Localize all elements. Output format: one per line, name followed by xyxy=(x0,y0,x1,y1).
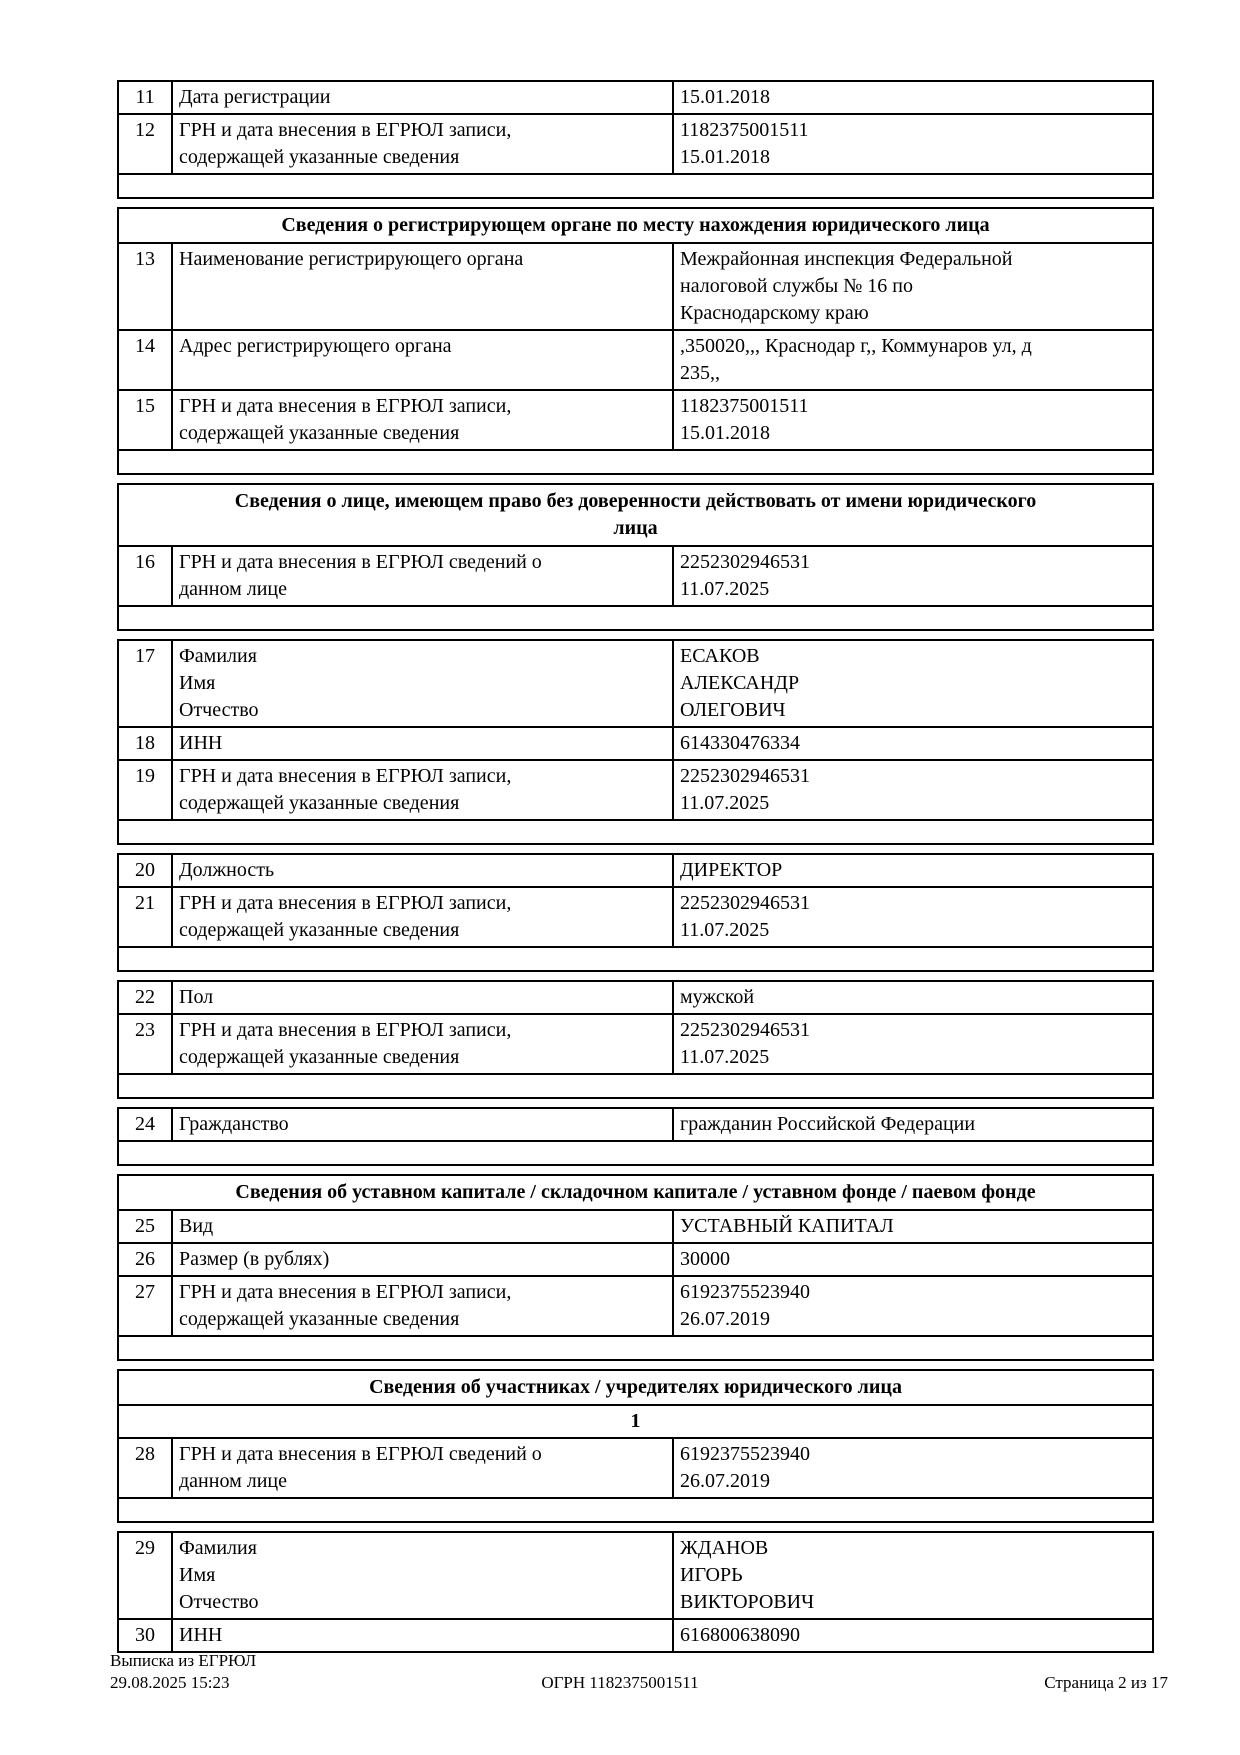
row-value-line: 11.07.2025 xyxy=(680,792,770,814)
spacer-cell xyxy=(118,820,1153,844)
row-label xyxy=(172,1438,673,1498)
row-label-line: содержащей указанные сведения xyxy=(179,146,460,168)
table-row xyxy=(118,243,1153,330)
table-row xyxy=(118,390,1153,450)
row-value-line: 6192375523940 xyxy=(680,1281,810,1303)
row-number: 13 xyxy=(118,243,172,330)
row-label-line: данном лице xyxy=(179,578,287,600)
participant-index: 1 xyxy=(118,1405,1153,1438)
row-label-line: ГРН и дата внесения в ЕГРЮЛ записи, xyxy=(179,119,512,141)
spacer-cell xyxy=(118,1498,1153,1522)
row-value-line: 2252302946531 xyxy=(680,765,810,787)
section-header-line: Сведения о лице, имеющем право без доверенности действовать от имени юридического xyxy=(234,490,1037,512)
records-table xyxy=(117,853,1154,972)
row-label xyxy=(172,1276,673,1336)
spacer-row xyxy=(118,174,1153,198)
row-label xyxy=(172,1619,673,1652)
table-row xyxy=(118,727,1153,760)
table-row xyxy=(118,887,1153,947)
row-label-line: Должность xyxy=(179,859,275,881)
row-number: 24 xyxy=(118,1108,172,1141)
row-value-line: мужской xyxy=(680,986,755,1008)
spacer-cell xyxy=(118,174,1153,198)
row-label xyxy=(172,390,673,450)
row-label-line: Гражданство xyxy=(179,1113,289,1135)
row-label-line: ИНН xyxy=(179,1624,223,1646)
section-header-line: Сведения об участниках / учредителях юридического лица xyxy=(369,1376,902,1398)
row-value-line: 11.07.2025 xyxy=(680,578,770,600)
spacer-cell xyxy=(118,606,1153,630)
section-header xyxy=(118,208,1153,243)
row-label-line: содержащей указанные сведения xyxy=(179,422,460,444)
records-table xyxy=(117,980,1154,1099)
table-row xyxy=(118,330,1153,390)
row-number: 27 xyxy=(118,1276,172,1336)
table-row xyxy=(118,1532,1153,1619)
row-label xyxy=(172,114,673,174)
footer-datetime: 29.08.2025 15:23 xyxy=(110,1673,230,1692)
section-header-row xyxy=(118,208,1153,243)
row-number: 15 xyxy=(118,390,172,450)
table-row xyxy=(118,1438,1153,1498)
row-value xyxy=(673,760,1153,820)
row-value-line: 11.07.2025 xyxy=(680,1046,770,1068)
section-header-row xyxy=(118,1175,1153,1210)
table-row xyxy=(118,1014,1153,1074)
row-value-line: 6192375523940 xyxy=(680,1443,810,1465)
row-value-line: гражданин Российской Федерации xyxy=(680,1113,976,1135)
row-value-line: налоговой службы № 16 по xyxy=(680,275,913,297)
row-label-line: содержащей указанные сведения xyxy=(179,792,460,814)
records-table xyxy=(117,1107,1154,1166)
row-label xyxy=(172,546,673,606)
footer-ogrn: ОГРН 1182375001511 xyxy=(541,1673,699,1692)
row-value xyxy=(673,330,1153,390)
row-number: 23 xyxy=(118,1014,172,1074)
row-value xyxy=(673,1532,1153,1619)
row-value xyxy=(673,81,1153,114)
row-value-line: 30000 xyxy=(680,1248,730,1270)
row-label-line: ГРН и дата внесения в ЕГРЮЛ записи, xyxy=(179,892,512,914)
row-value-line: 614330476334 xyxy=(680,732,800,754)
row-label xyxy=(172,1108,673,1141)
row-value-line: 235,, xyxy=(680,362,720,384)
egrul-extract-page xyxy=(117,80,1152,1661)
row-label-line: содержащей указанные сведения xyxy=(179,919,460,941)
row-label-line: ГРН и дата внесения в ЕГРЮЛ записи, xyxy=(179,1019,512,1041)
row-value-line: 1182375001511 xyxy=(680,119,809,141)
section-header-line: Сведения о регистрирующем органе по месту нахождения юридического лица xyxy=(281,214,990,236)
row-label xyxy=(172,1243,673,1276)
row-label-line: Отчество xyxy=(179,1591,259,1613)
row-value-line: 15.01.2018 xyxy=(680,422,770,444)
row-number: 28 xyxy=(118,1438,172,1498)
spacer-row xyxy=(118,1141,1153,1165)
table-row xyxy=(118,640,1153,727)
row-value-line: 2252302946531 xyxy=(680,1019,810,1041)
row-value-line: ЕСАКОВ xyxy=(680,645,760,667)
row-label xyxy=(172,640,673,727)
row-label-line: Размер (в рублях) xyxy=(179,1248,330,1270)
spacer-row xyxy=(118,1336,1153,1360)
row-value xyxy=(673,390,1153,450)
spacer-cell xyxy=(118,1336,1153,1360)
row-value-line: Межрайонная инспекция Федеральной xyxy=(680,248,1013,270)
section-header-row xyxy=(118,1370,1153,1405)
row-label xyxy=(172,81,673,114)
table-row xyxy=(118,1210,1153,1243)
row-label xyxy=(172,1014,673,1074)
row-label xyxy=(172,243,673,330)
table-row xyxy=(118,1276,1153,1336)
row-value xyxy=(673,1014,1153,1074)
row-value-line: ИГОРЬ xyxy=(680,1564,743,1586)
row-value-line: АЛЕКСАНДР xyxy=(680,672,800,694)
footer-page-number: Страница 2 из 17 xyxy=(1044,1673,1168,1692)
row-value-line: ДИРЕКТОР xyxy=(680,859,783,881)
row-value-line: 11.07.2025 xyxy=(680,919,770,941)
spacer-cell xyxy=(118,947,1153,971)
row-value-line: 15.01.2018 xyxy=(680,86,770,108)
row-label-line: Наименование регистрирующего органа xyxy=(179,248,524,270)
row-value-line: ЖДАНОВ xyxy=(680,1537,769,1559)
row-value xyxy=(673,243,1153,330)
row-label xyxy=(172,887,673,947)
row-value xyxy=(673,546,1153,606)
row-value xyxy=(673,1276,1153,1336)
row-value xyxy=(673,1619,1153,1652)
row-number: 11 xyxy=(118,81,172,114)
table-row xyxy=(118,1243,1153,1276)
row-number: 30 xyxy=(118,1619,172,1652)
row-value-line: УСТАВНЫЙ КАПИТАЛ xyxy=(680,1215,894,1237)
spacer-row xyxy=(118,606,1153,630)
row-value-line: Краснодарскому краю xyxy=(680,302,869,324)
row-value xyxy=(673,640,1153,727)
row-label xyxy=(172,981,673,1014)
row-label-line: содержащей указанные сведения xyxy=(179,1046,460,1068)
row-label xyxy=(172,727,673,760)
row-value xyxy=(673,854,1153,887)
table-row xyxy=(118,981,1153,1014)
spacer-cell xyxy=(118,1074,1153,1098)
row-value-line: 2252302946531 xyxy=(680,892,810,914)
row-label xyxy=(172,760,673,820)
records-table xyxy=(117,639,1154,845)
table-row xyxy=(118,1108,1153,1141)
row-label-line: ГРН и дата внесения в ЕГРЮЛ сведений о xyxy=(179,1443,542,1465)
row-value-line: ,350020,,, Краснодар г,, Коммунаров ул, д xyxy=(680,335,1032,357)
row-number: 16 xyxy=(118,546,172,606)
row-label-line: Адрес регистрирующего органа xyxy=(179,335,452,357)
row-number: 25 xyxy=(118,1210,172,1243)
row-label xyxy=(172,854,673,887)
row-label-line: Пол xyxy=(179,986,214,1008)
row-number: 29 xyxy=(118,1532,172,1619)
row-label-line: Фамилия xyxy=(179,645,257,667)
row-value-line: 15.01.2018 xyxy=(680,146,770,168)
row-value-line: ОЛЕГОВИЧ xyxy=(680,699,786,721)
row-value-line: 1182375001511 xyxy=(680,395,809,417)
spacer-cell xyxy=(118,1141,1153,1165)
row-number: 17 xyxy=(118,640,172,727)
spacer-row xyxy=(118,450,1153,474)
spacer-cell xyxy=(118,450,1153,474)
row-value-line: 616800638090 xyxy=(680,1624,800,1646)
records-table xyxy=(117,80,1154,199)
section-header-line: лица xyxy=(613,517,658,539)
section-header xyxy=(118,1175,1153,1210)
row-label xyxy=(172,1210,673,1243)
row-value xyxy=(673,1438,1153,1498)
row-label-line: ГРН и дата внесения в ЕГРЮЛ сведений о xyxy=(179,551,542,573)
row-value-line: 2252302946531 xyxy=(680,551,810,573)
records-table xyxy=(117,483,1154,631)
row-number: 20 xyxy=(118,854,172,887)
row-number: 18 xyxy=(118,727,172,760)
row-value xyxy=(673,1210,1153,1243)
spacer-row xyxy=(118,820,1153,844)
row-value xyxy=(673,1243,1153,1276)
row-number: 14 xyxy=(118,330,172,390)
records-table xyxy=(117,207,1154,475)
row-value xyxy=(673,727,1153,760)
row-number: 12 xyxy=(118,114,172,174)
row-label xyxy=(172,1532,673,1619)
row-label-line: ГРН и дата внесения в ЕГРЮЛ записи, xyxy=(179,1281,512,1303)
row-value-line: ВИКТОРОВИЧ xyxy=(680,1591,815,1613)
row-label-line: ИНН xyxy=(179,732,223,754)
section-header-row xyxy=(118,484,1153,546)
participant-index-row xyxy=(118,1405,1153,1438)
footer-doc-title: Выписка из ЕГРЮЛ xyxy=(110,1651,257,1670)
spacer-row xyxy=(118,1498,1153,1522)
row-label-line: Имя xyxy=(179,672,216,694)
row-label-line: Имя xyxy=(179,1564,216,1586)
row-number: 19 xyxy=(118,760,172,820)
row-label-line: Отчество xyxy=(179,699,259,721)
row-label-line: Дата регистрации xyxy=(179,86,331,108)
row-label-line: Фамилия xyxy=(179,1537,257,1559)
row-number: 26 xyxy=(118,1243,172,1276)
table-row xyxy=(118,81,1153,114)
table-row xyxy=(118,546,1153,606)
table-row xyxy=(118,1619,1153,1652)
section-header xyxy=(118,484,1153,546)
row-number: 22 xyxy=(118,981,172,1014)
row-label xyxy=(172,330,673,390)
row-value xyxy=(673,887,1153,947)
section-header xyxy=(118,1370,1153,1405)
spacer-row xyxy=(118,947,1153,971)
table-row xyxy=(118,114,1153,174)
records-table xyxy=(117,1369,1154,1523)
records-table xyxy=(117,1531,1154,1653)
row-number: 21 xyxy=(118,887,172,947)
row-label-line: ГРН и дата внесения в ЕГРЮЛ записи, xyxy=(179,765,512,787)
spacer-row xyxy=(118,1074,1153,1098)
row-value-line: 26.07.2019 xyxy=(680,1308,770,1330)
table-row xyxy=(118,760,1153,820)
row-value xyxy=(673,114,1153,174)
records-table xyxy=(117,1174,1154,1361)
row-value xyxy=(673,981,1153,1014)
row-value-line: 26.07.2019 xyxy=(680,1470,770,1492)
row-label-line: содержащей указанные сведения xyxy=(179,1308,460,1330)
row-label-line: ГРН и дата внесения в ЕГРЮЛ записи, xyxy=(179,395,512,417)
table-row xyxy=(118,854,1153,887)
row-label-line: данном лице xyxy=(179,1470,287,1492)
section-header-line: Сведения об уставном капитале / складочном капитале / уставном фонде / паевом фонде xyxy=(235,1181,1036,1203)
row-value xyxy=(673,1108,1153,1141)
row-label-line: Вид xyxy=(179,1215,214,1237)
